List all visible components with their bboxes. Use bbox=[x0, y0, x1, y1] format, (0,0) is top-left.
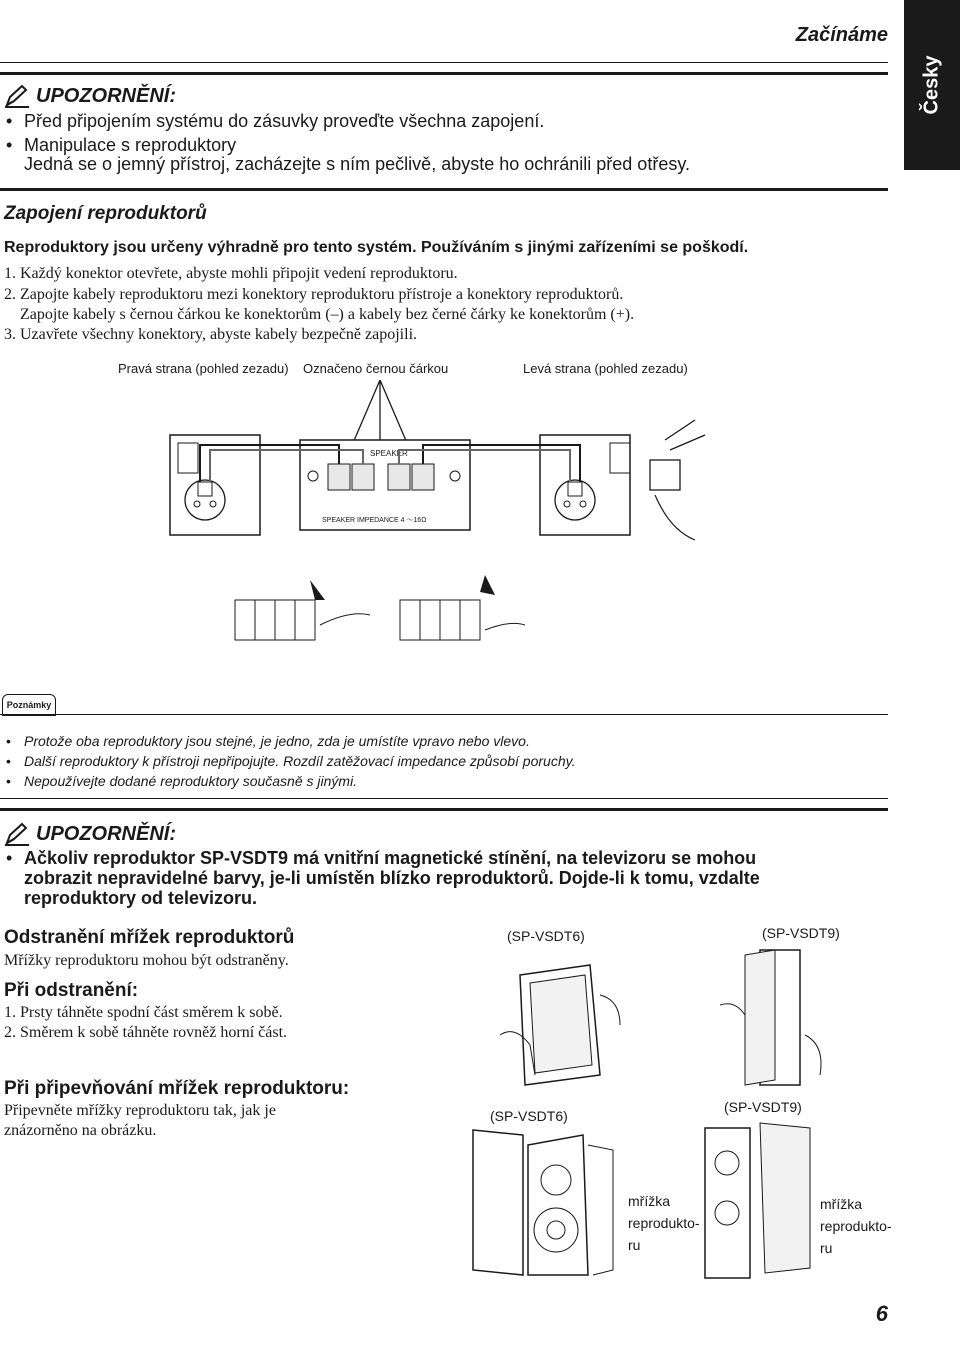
grilles-text: Mřížky reproduktoru mohou být odstraněny. bbox=[4, 952, 289, 969]
grille-label-b-line-1: mřížka bbox=[820, 1196, 862, 1212]
grille-label-a bbox=[628, 1190, 700, 1256]
speaker-label: SPEAKER bbox=[370, 449, 408, 458]
attach-line-1: Připevněte mřížky reproduktoru tak, jak je bbox=[4, 1102, 276, 1119]
connection-top-rule bbox=[0, 188, 888, 191]
attach-line-2: znázorněno na obrázku. bbox=[4, 1122, 157, 1139]
page-header-title: Začínáme bbox=[795, 24, 888, 46]
note-item-2: • Další reproduktory k přístroji nepřipojujte. Rozdíl zatěžovací impedance způsobí poruchy. bbox=[24, 752, 575, 770]
grille-label-a-line-1: mřížka bbox=[628, 1193, 670, 1209]
warning2-line-3: reproduktory od televizoru. bbox=[24, 888, 258, 908]
grille-label-a-line-2: reprodukto- bbox=[628, 1215, 700, 1231]
grille-removal-illustration-sp-vsdt9 bbox=[715, 945, 835, 1095]
warning2-line-1: Ačkoliv reproduktor SP-VSDT9 má vnitřní magnetické stínění, na televizoru se mohou bbox=[24, 848, 757, 868]
header-rule bbox=[0, 62, 888, 63]
grille-label-b bbox=[820, 1193, 892, 1259]
warning1-item-2: • Manipulace s reproduktory bbox=[24, 134, 236, 156]
warning1-heading bbox=[4, 84, 176, 108]
diagram-label-marked: Označeno černou čárkou bbox=[303, 361, 449, 376]
removal-step-2: 2. Směrem k sobě táhněte rovněž horní část. bbox=[4, 1024, 288, 1041]
removal-heading: Při odstranění: bbox=[4, 980, 139, 1001]
model-b-caption-bottom: (SP-VSDT9) bbox=[724, 1099, 802, 1115]
language-tab bbox=[904, 0, 960, 170]
language-label: Česky bbox=[920, 55, 943, 115]
connector-operation-illustration bbox=[230, 570, 530, 670]
pencil-warning-icon bbox=[4, 822, 30, 846]
warning1-item-1: • Před připojením systému do zásuvky proveďte všechna zapojení. bbox=[24, 110, 544, 132]
grilles-heading: Odstranění mřížek reproduktorů bbox=[4, 927, 295, 948]
connection-intro: Reproduktory jsou určeny výhradně pro tento systém. Používáním s jinými zařízeními se poškodí. bbox=[4, 239, 749, 256]
warning1-heading-text: UPOZORNĚNÍ: bbox=[36, 84, 176, 107]
notes-badge bbox=[2, 694, 56, 716]
diagram-label-left-side: Levá strana (pohled zezadu) bbox=[523, 361, 688, 376]
note-item-1: • Protože oba reproduktory jsou stejné, je jedno, zda je umístíte vpravo nebo vlevo. bbox=[24, 732, 530, 750]
grille-removal-illustration-sp-vsdt6 bbox=[490, 955, 630, 1095]
warning1-item-2-detail: Jedná se o jemný přístroj, zacházejte s ním pečlivě, abyste ho ochránili před otřesy. bbox=[24, 154, 690, 174]
connection-step-2-detail: Zapojte kabely s černou čárkou ke konektorům (–) a kabely bez černé čárky ke konektorům (+). bbox=[20, 306, 635, 323]
grille-attach-illustration-sp-vsdt9 bbox=[700, 1118, 820, 1283]
pencil-warning-icon bbox=[4, 84, 30, 108]
notes-top-rule bbox=[0, 714, 888, 715]
warning2-heading-text: UPOZORNĚNÍ: bbox=[36, 822, 176, 845]
notes-bottom-rule bbox=[0, 798, 888, 799]
warning1-top-rule bbox=[0, 72, 888, 75]
warning2-bullet: • bbox=[6, 848, 13, 868]
attach-heading: Při připevňování mřížek reproduktoru: bbox=[4, 1078, 350, 1099]
warning2-line-2: zobrazit nepravidelné barvy, je-li umístěn blízko reproduktorů. Dojde-li k tomu, vzdalte bbox=[24, 868, 760, 888]
page-number: 6 bbox=[875, 1301, 888, 1326]
connection-step-1: 1. Každý konektor otevřete, abyste mohli připojit vedení reproduktoru. bbox=[4, 265, 458, 282]
model-a-caption-bottom: (SP-VSDT6) bbox=[490, 1108, 568, 1124]
connection-heading: Zapojení reproduktorů bbox=[4, 203, 207, 224]
grille-attach-illustration-sp-vsdt6 bbox=[468, 1125, 618, 1285]
speaker-wiring-diagram bbox=[150, 380, 710, 550]
model-a-caption-top: (SP-VSDT6) bbox=[507, 928, 585, 944]
model-b-caption-top: (SP-VSDT9) bbox=[762, 925, 840, 941]
impedance-label: SPEAKER IMPEDANCE 4 ～16Ω bbox=[322, 517, 427, 524]
grille-label-b-line-2: reprodukto- bbox=[820, 1218, 892, 1234]
notes-label: Poznámky bbox=[6, 700, 52, 710]
note-item-3: • Nepoužívejte dodané reproduktory současně s jinými. bbox=[24, 772, 357, 790]
connection-step-2: 2. Zapojte kabely reproduktoru mezi konektory reproduktoru přístroje a konektory reproduktorů. bbox=[4, 286, 624, 303]
warning2-heading bbox=[4, 822, 176, 846]
removal-step-1: 1. Prsty táhněte spodní část směrem k sobě. bbox=[4, 1004, 283, 1021]
grille-label-b-line-3: ru bbox=[820, 1240, 833, 1256]
connection-step-3: 3. Uzavřete všechny konektory, abyste kabely bezpečně zapojili. bbox=[4, 326, 418, 343]
diagram-label-right-side: Pravá strana (pohled zezadu) bbox=[118, 361, 289, 376]
warning2-top-rule bbox=[0, 808, 888, 811]
grille-label-a-line-3: ru bbox=[628, 1237, 641, 1253]
